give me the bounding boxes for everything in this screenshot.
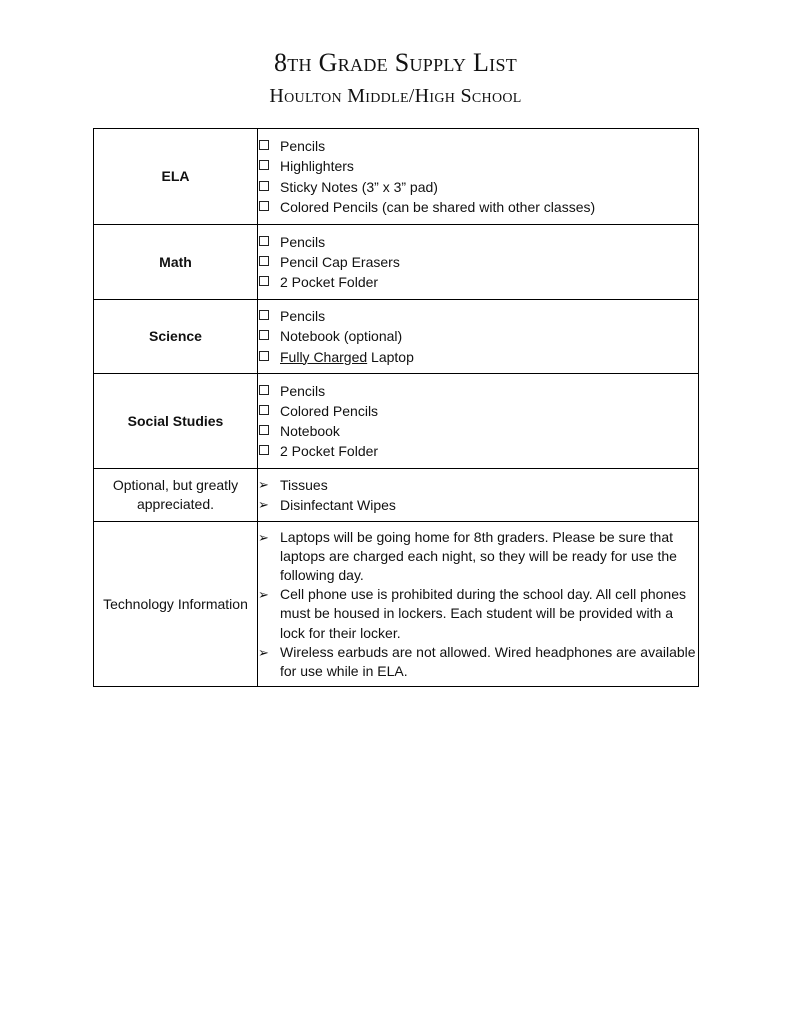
fully-charged-emphasis: Fully Charged <box>280 348 368 365</box>
subject-technology: Technology Information <box>94 522 258 687</box>
subject-science: Science <box>94 300 258 374</box>
arrow-bullet-icon: ➢ <box>258 529 269 545</box>
checklist <box>258 232 698 293</box>
table-row <box>94 129 699 225</box>
arrow-bullet-icon: ➢ <box>258 587 269 603</box>
arrow-bullet-icon: ➢ <box>258 497 269 513</box>
checkbox-icon[interactable] <box>259 160 269 170</box>
subject-optional: Optional, but greatly appreciated. <box>94 469 258 522</box>
checkbox-icon[interactable] <box>259 445 269 455</box>
checklist-item[interactable]: 2 Pocket Folder <box>258 441 698 461</box>
table-row <box>94 469 699 522</box>
items-cell <box>258 374 699 469</box>
subject-ela: ELA <box>94 129 258 225</box>
table-row <box>94 225 699 300</box>
checkbox-icon[interactable] <box>259 351 269 361</box>
checklist-item[interactable]: Colored Pencils <box>258 401 698 421</box>
checklist-item[interactable]: Notebook <box>258 421 698 441</box>
checklist <box>258 381 698 462</box>
bullet-list <box>258 528 698 682</box>
checklist-item[interactable]: Pencils <box>258 306 698 326</box>
table-row <box>94 300 699 374</box>
school-name: Houlton Middle/High School <box>269 85 522 107</box>
table-row <box>94 522 699 687</box>
checklist-item[interactable]: Pencils <box>258 232 698 252</box>
list-item: ➢ Wireless earbuds are not allowed. Wired headphones are available for use while in ELA. <box>258 643 696 680</box>
checkbox-icon[interactable] <box>259 256 269 266</box>
checkbox-icon[interactable] <box>259 276 269 286</box>
checkbox-icon[interactable] <box>259 385 269 395</box>
items-cell <box>258 129 699 225</box>
subject-social-studies: Social Studies <box>94 374 258 469</box>
items-cell <box>258 469 699 522</box>
checkbox-icon[interactable] <box>259 405 269 415</box>
checkbox-icon[interactable] <box>259 140 269 150</box>
list-item: ➢ Laptops will be going home for 8th graders. Please be sure that laptops are charged each night, so they will be ready for use the following day. <box>258 528 677 583</box>
bullet-list <box>258 475 698 515</box>
list-item: ➢ Tissues <box>258 475 698 495</box>
checklist <box>258 306 698 367</box>
checkbox-icon[interactable] <box>259 330 269 340</box>
checkbox-icon[interactable] <box>259 181 269 191</box>
arrow-bullet-icon: ➢ <box>258 477 269 492</box>
arrow-bullet-icon: ➢ <box>258 644 269 660</box>
checklist-item[interactable]: Colored Pencils (can be shared with other classes) <box>258 197 698 217</box>
checklist-item[interactable]: Notebook (optional) <box>258 326 698 346</box>
list-item: ➢ Cell phone use is prohibited during the school day. All cell phones must be housed in lockers. Each student will be provided with a lock for their locker. <box>258 586 686 641</box>
list-item: ➢ Disinfectant Wipes <box>258 495 698 515</box>
checkbox-icon[interactable] <box>259 425 269 435</box>
items-cell <box>258 522 699 687</box>
checklist-item[interactable]: Pencils <box>258 136 698 156</box>
checklist-item[interactable]: 2 Pocket Folder <box>258 272 698 292</box>
page-title: 8th Grade Supply List <box>273 48 518 77</box>
checklist-item[interactable]: Pencils <box>258 381 698 401</box>
checklist <box>258 136 698 217</box>
items-cell <box>258 225 699 300</box>
checkbox-icon[interactable] <box>259 310 269 320</box>
subject-math: Math <box>94 225 258 300</box>
items-cell <box>258 300 699 374</box>
checkbox-icon[interactable] <box>259 201 269 211</box>
checkbox-icon[interactable] <box>259 236 269 246</box>
checklist-item[interactable]: Pencil Cap Erasers <box>258 252 698 272</box>
checklist-item[interactable]: Highlighters <box>258 156 698 176</box>
table-row <box>94 374 699 469</box>
supply-table <box>93 128 699 687</box>
checklist-item[interactable]: Sticky Notes (3” x 3” pad) <box>258 177 698 197</box>
checklist-item[interactable]: Fully Charged Laptop <box>258 347 698 367</box>
